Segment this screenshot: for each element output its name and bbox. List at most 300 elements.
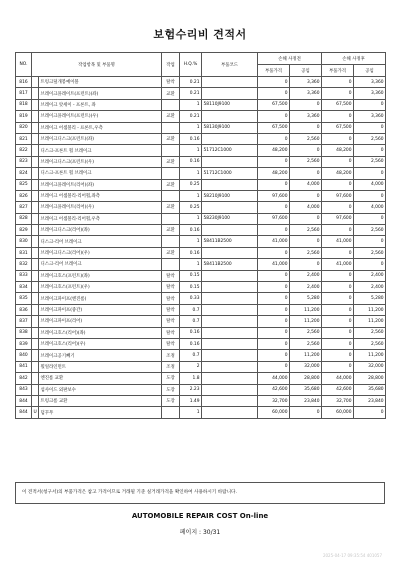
row-hqty: 0.21 [180,77,202,88]
row-item-name: 브레이크호스(프런트)(좌) [39,270,162,281]
header-part-code: 부품코드 [202,53,258,77]
row-item-name: 브레이크디스크(리어)(좌) [39,225,162,236]
row-labor-before: 0 [290,259,322,270]
row-part-code [202,293,258,304]
row-labor-before: 3,360 [290,88,322,99]
row-labor-after: 0 [354,213,386,224]
row-part-price-after: 0 [322,247,354,258]
price-notice: 이 견적서(청구서)의 부품가격은 참고 가격이므로 거래될 기준 실거래가격을 확인하여 사용하시기 바랍니다. [15,482,385,504]
table-row [16,168,386,179]
row-labor-after: 4,000 [354,202,386,213]
row-labor-after: 0 [354,99,386,110]
row-labor-after: 28,800 [354,373,386,384]
row-part-price-before: 41,000 [258,259,290,270]
row-part-price-after: 67,500 [322,122,354,133]
row-hqty: 1 [180,99,202,110]
row-hqty: 0.16 [180,338,202,349]
row-part-code: 58230J9100 [202,213,258,224]
row-no: 833 [16,270,32,281]
row-hqty: 0.21 [180,111,202,122]
row-mark [32,338,39,349]
header-work: 작업 [162,53,180,77]
row-work-type [162,122,180,133]
table-row [16,338,386,349]
row-work-type: 탈착 [162,304,180,315]
row-item-name: 브레이크호스(리어)(좌) [39,327,162,338]
row-labor-after: 11,200 [354,350,386,361]
row-part-price-before: 0 [258,225,290,236]
table-row [16,247,386,258]
row-mark [32,384,39,395]
row-work-type: 조정 [162,350,180,361]
row-no: 821 [16,133,32,144]
row-mark [32,236,39,247]
row-no: 834 [16,282,32,293]
row-work-type [162,99,180,110]
row-part-price-before: 0 [258,293,290,304]
row-part-price-after: 0 [322,338,354,349]
row-part-price-before: 42,600 [258,384,290,395]
row-no: 835 [16,293,32,304]
row-hqty: 0.33 [180,293,202,304]
row-part-price-before: 0 [258,77,290,88]
row-hqty: 0.16 [180,247,202,258]
row-no: 816 [16,77,32,88]
table-row [16,77,386,88]
row-part-price-before: 0 [258,361,290,372]
row-no: 825 [16,179,32,190]
row-no: 844 [16,395,32,406]
row-labor-after: 2,560 [354,133,386,144]
row-hqty: 1 [180,407,202,418]
row-item-name: 브레이크파이프(중간) [39,304,162,315]
row-part-code: 51712C1000 [202,145,258,156]
row-item-name: 엔진룸 교환 [39,373,162,384]
row-work-type: 탈착 [162,293,180,304]
row-work-type: 도장 [162,373,180,384]
row-item-name: 트렁크룸 교환 [39,395,162,406]
header-hqty: H.Q.% [180,53,202,77]
row-hqty: 1.49 [180,395,202,406]
row-part-code [202,77,258,88]
row-item-name: 휠얼라인먼트 [39,361,162,372]
row-part-code [202,156,258,167]
row-hqty: 0.15 [180,270,202,281]
row-labor-after: 0 [354,168,386,179]
row-mark: U [32,407,39,418]
table-row [16,225,386,236]
row-hqty: 1 [180,122,202,133]
row-mark [32,122,39,133]
row-part-code: 51712C1000 [202,168,258,179]
row-part-code: 58411B2500 [202,259,258,270]
row-labor-after: 11,200 [354,316,386,327]
row-part-code [202,316,258,327]
row-no: 829 [16,225,32,236]
row-no: 842 [16,373,32,384]
row-part-code [202,88,258,99]
table-row [16,361,386,372]
table-row [16,145,386,156]
row-hqty: 1 [180,168,202,179]
row-part-price-before: 67,500 [258,99,290,110]
row-part-code [202,247,258,258]
table-row [16,202,386,213]
row-hqty: 0.16 [180,225,202,236]
row-item-name: 브레이크플레이트(프런트)(우) [39,111,162,122]
row-labor-after: 2,560 [354,225,386,236]
row-labor-after: 2,400 [354,270,386,281]
row-mark [32,190,39,201]
row-item-name: 브레이크 어셈블리-리어휠,우측 [39,213,162,224]
table-row [16,179,386,190]
row-mark [32,316,39,327]
row-work-type [162,168,180,179]
row-part-code [202,179,258,190]
row-no: 820 [16,122,32,133]
row-hqty: 0.25 [180,202,202,213]
estimate-table [15,52,386,419]
row-hqty: 0.21 [180,88,202,99]
row-no: 843 [16,384,32,395]
row-part-price-before: 0 [258,304,290,315]
row-labor-before: 0 [290,145,322,156]
row-labor-before: 35,680 [290,384,322,395]
row-hqty: 2 [180,361,202,372]
row-hqty: 0.15 [180,282,202,293]
row-part-price-after: 67,500 [322,99,354,110]
row-mark [32,327,39,338]
row-part-code: 58130J9100 [202,122,258,133]
row-work-type [162,407,180,418]
row-part-price-after: 0 [322,327,354,338]
row-hqty: 0.7 [180,350,202,361]
row-part-code: 58210J9100 [202,190,258,201]
row-part-price-after: 0 [322,88,354,99]
row-work-type: 탈착 [162,327,180,338]
row-no: 841 [16,361,32,372]
row-no: 839 [16,338,32,349]
table-row [16,304,386,315]
row-item-name: 브레이크플레이트(리어)(좌) [39,179,162,190]
row-part-code [202,270,258,281]
table-row [16,350,386,361]
row-labor-after: 3,360 [354,111,386,122]
row-work-type [162,259,180,270]
row-labor-after: 0 [354,236,386,247]
row-mark [32,77,39,88]
row-work-type: 교환 [162,225,180,236]
row-work-type [162,190,180,201]
row-labor-after: 0 [354,259,386,270]
row-no: 827 [16,202,32,213]
row-part-code [202,350,258,361]
row-item-name: 디스크-리어 브레이크 [39,236,162,247]
row-labor-before: 3,360 [290,111,322,122]
row-work-type: 탈착 [162,77,180,88]
row-labor-after: 5,280 [354,293,386,304]
row-no: 831 [16,247,32,258]
row-no: 836 [16,304,32,315]
row-mark [32,179,39,190]
row-labor-after: 0 [354,190,386,201]
row-part-code: 58411B2500 [202,236,258,247]
table-header [16,53,386,77]
row-mark [32,88,39,99]
row-labor-before: 0 [290,168,322,179]
row-item-name: 브레이크공기빼기 [39,350,162,361]
row-no: 828 [16,213,32,224]
row-no: 819 [16,111,32,122]
row-labor-before: 2,560 [290,225,322,236]
row-item-name: 브레이크파이프(리어) [39,316,162,327]
header-labor-before: 공임 [290,65,322,77]
row-part-price-before: 0 [258,350,290,361]
row-no: 838 [16,327,32,338]
row-labor-after: 3,360 [354,77,386,88]
row-labor-before: 2,560 [290,338,322,349]
row-item-name: 브레이크호스(프런트)(우) [39,282,162,293]
row-mark [32,202,39,213]
row-work-type [162,145,180,156]
page-number: 페이지 : 30/31 [179,529,221,536]
row-part-price-before: 0 [258,316,290,327]
row-work-type: 교환 [162,202,180,213]
row-no: 822 [16,145,32,156]
table-row [16,236,386,247]
row-part-code [202,407,258,418]
row-labor-after: 2,560 [354,247,386,258]
row-labor-after: 23,840 [354,395,386,406]
row-labor-after: 0 [354,407,386,418]
row-part-price-after: 41,000 [322,259,354,270]
row-part-code [202,225,258,236]
row-part-price-before: 0 [258,247,290,258]
row-part-price-after: 0 [322,133,354,144]
row-hqty: 1.8 [180,373,202,384]
row-labor-before: 0 [290,99,322,110]
row-labor-before: 2,560 [290,327,322,338]
row-part-code [202,111,258,122]
row-work-type: 교환 [162,88,180,99]
row-no: 817 [16,88,32,99]
row-part-price-before: 32,700 [258,395,290,406]
row-part-price-before: 0 [258,179,290,190]
row-mark [32,282,39,293]
row-labor-before: 2,400 [290,282,322,293]
row-part-price-before: 41,000 [258,236,290,247]
row-part-price-after: 0 [322,202,354,213]
row-part-price-after: 0 [322,316,354,327]
row-part-price-after: 0 [322,77,354,88]
row-item-name: 브레이크디스크(리어)(우) [39,247,162,258]
row-part-price-before: 0 [258,327,290,338]
row-mark [32,225,39,236]
row-no: 844 [16,407,32,418]
row-work-type: 조정 [162,361,180,372]
row-item-name: 브레이크호스(리어)(우) [39,338,162,349]
row-mark [32,133,39,144]
row-labor-after: 35,680 [354,384,386,395]
table-row [16,88,386,99]
row-no: 826 [16,190,32,201]
header-labor-after: 공임 [354,65,386,77]
row-labor-before: 2,560 [290,247,322,258]
estimate-table-wrapper [15,52,385,419]
table-row [16,156,386,167]
row-labor-before: 28,800 [290,373,322,384]
row-hqty: 0.25 [180,179,202,190]
table-row [16,213,386,224]
table-row [16,259,386,270]
row-labor-after: 0 [354,122,386,133]
row-part-price-before: 67,500 [258,122,290,133]
table-row [16,293,386,304]
table-row [16,327,386,338]
row-hqty: 0.16 [180,327,202,338]
row-item-name: 덤꾸무 [39,407,162,418]
table-row [16,384,386,395]
row-part-price-before: 0 [258,156,290,167]
row-part-price-after: 44,000 [322,373,354,384]
row-part-price-after: 0 [322,225,354,236]
row-part-price-after: 0 [322,350,354,361]
row-item-name: 브레이크 앗세이 - 프론트, 좌 [39,99,162,110]
row-labor-after: 0 [354,145,386,156]
row-part-price-before: 0 [258,202,290,213]
row-labor-before: 23,840 [290,395,322,406]
row-labor-before: 0 [290,122,322,133]
header-after-adjust: 손해 사정후 [322,53,386,65]
table-row [16,122,386,133]
row-hqty: 1 [180,145,202,156]
row-part-code: 58110J9100 [202,99,258,110]
row-part-code [202,327,258,338]
row-work-type: 교환 [162,247,180,258]
table-row [16,395,386,406]
row-part-price-after: 60,000 [322,407,354,418]
row-hqty: 0.16 [180,156,202,167]
row-no: 832 [16,259,32,270]
row-mark [32,168,39,179]
row-part-code [202,361,258,372]
table-row [16,111,386,122]
row-labor-after: 2,400 [354,282,386,293]
row-labor-before: 4,000 [290,202,322,213]
row-hqty: 0.16 [180,133,202,144]
row-item-name: 브레이크디스크(프런트)(우) [39,156,162,167]
table-row [16,282,386,293]
row-labor-before: 3,360 [290,77,322,88]
row-no: 818 [16,99,32,110]
row-part-price-before: 97,600 [258,190,290,201]
row-work-type: 탈착 [162,270,180,281]
row-labor-before: 5,280 [290,293,322,304]
row-labor-after: 11,200 [354,304,386,315]
row-mark [32,361,39,372]
row-part-code [202,282,258,293]
row-part-price-before: 0 [258,88,290,99]
row-work-type: 교환 [162,111,180,122]
row-part-price-after: 0 [322,282,354,293]
row-labor-after: 32,000 [354,361,386,372]
table-row [16,270,386,281]
row-item-name: 디스크-프론트 휠 브레이크 [39,168,162,179]
row-work-type [162,213,180,224]
row-mark [32,156,39,167]
row-part-code [202,373,258,384]
row-work-type [162,236,180,247]
document-title: 보험수리비 견적서 [153,28,247,41]
row-part-price-after: 0 [322,304,354,315]
table-row [16,99,386,110]
row-hqty: 1 [180,190,202,201]
row-labor-after: 3,360 [354,88,386,99]
row-part-price-before: 0 [258,111,290,122]
row-labor-before: 0 [290,213,322,224]
row-part-code [202,384,258,395]
row-labor-before: 11,200 [290,350,322,361]
table-row [16,133,386,144]
row-item-name: 섬사이드 외판보수 [39,384,162,395]
row-labor-before: 2,400 [290,270,322,281]
row-mark [32,259,39,270]
row-labor-after: 2,560 [354,156,386,167]
row-hqty: 2.23 [180,384,202,395]
row-part-price-after: 48,200 [322,145,354,156]
row-labor-before: 32,000 [290,361,322,372]
row-part-price-before: 48,200 [258,145,290,156]
row-item-name: 브레이크파이프(엔진룸) [39,293,162,304]
print-timestamp: 2025-04-17 09:35:54 401057 [322,553,382,558]
row-labor-before: 0 [290,407,322,418]
row-part-price-after: 0 [322,179,354,190]
row-hqty: 0.7 [180,316,202,327]
table-row [16,316,386,327]
row-part-price-before: 44,000 [258,373,290,384]
row-mark [32,350,39,361]
row-labor-after: 2,560 [354,338,386,349]
row-part-code [202,133,258,144]
row-mark [32,247,39,258]
row-labor-before: 0 [290,236,322,247]
row-part-price-before: 0 [258,270,290,281]
row-work-type: 교환 [162,133,180,144]
row-mark [32,213,39,224]
row-mark [32,145,39,156]
row-part-price-after: 48,200 [322,168,354,179]
row-part-code [202,338,258,349]
row-part-code [202,304,258,315]
row-labor-after: 2,560 [354,327,386,338]
row-work-type: 교환 [162,179,180,190]
table-body [16,77,386,419]
row-mark [32,99,39,110]
row-no: 830 [16,236,32,247]
row-labor-before: 0 [290,190,322,201]
row-hqty: 1 [180,259,202,270]
row-no: 837 [16,316,32,327]
table-row [16,373,386,384]
row-part-code [202,395,258,406]
row-mark [32,111,39,122]
row-item-name: 트렁크덮개봉예이블 [39,77,162,88]
header-part-price-after: 부품가격 [322,65,354,77]
row-work-type: 탈착 [162,316,180,327]
row-part-price-after: 0 [322,270,354,281]
row-part-price-after: 32,700 [322,395,354,406]
header-no: NO. [16,53,32,77]
